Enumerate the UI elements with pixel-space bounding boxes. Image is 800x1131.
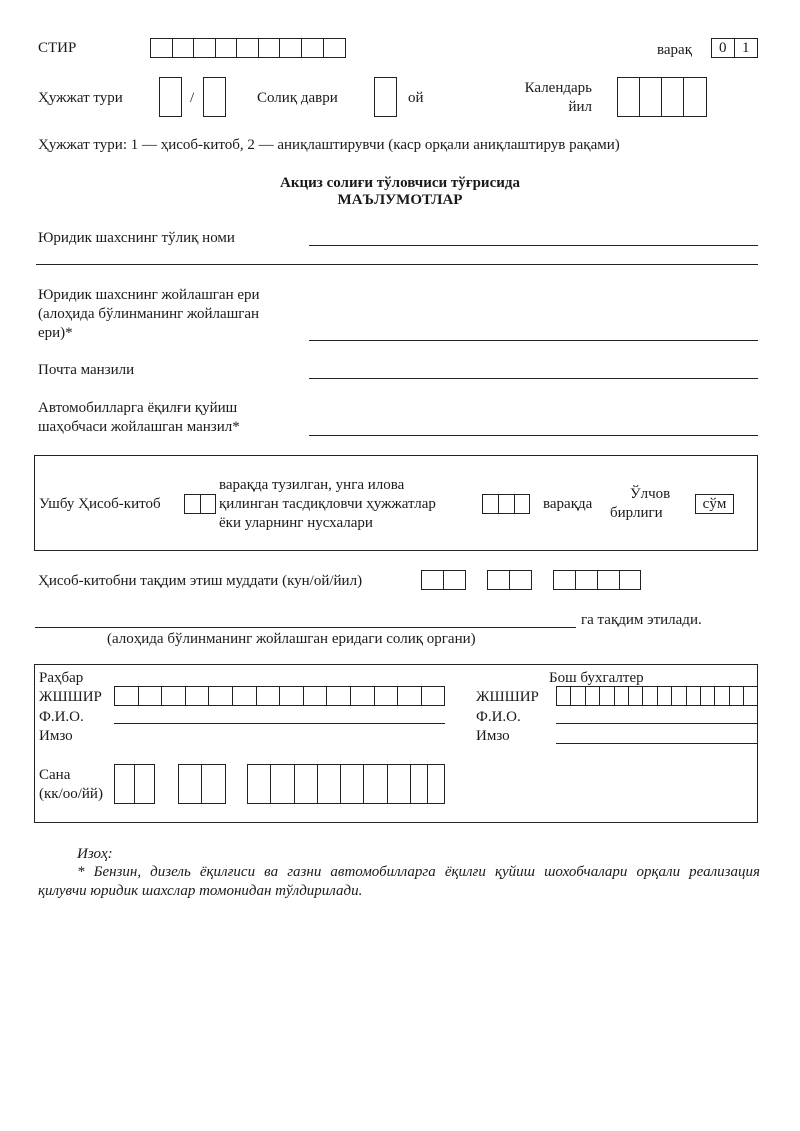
tax-authority-line[interactable] (35, 627, 576, 628)
attachment-sheets-input[interactable] (482, 494, 530, 514)
chief-jshshir-input[interactable] (556, 686, 758, 706)
report-middle-3: ёки уларнинг нусхалари (219, 515, 373, 531)
location-line[interactable] (309, 340, 758, 341)
unit-value-field (695, 494, 734, 514)
deadline-day-input[interactable] (421, 570, 466, 590)
station-label-2: шаҳобчаси жойлашган манзил* (38, 419, 240, 435)
full-name-line-2[interactable] (36, 264, 758, 265)
sheet-label: варақ (657, 42, 692, 58)
head-fio-label: Ф.И.О. (39, 709, 84, 725)
head-signature-label: Имзо (39, 728, 73, 744)
calendar-year-input[interactable] (617, 77, 707, 117)
footnote-text: * Бензин, дизель ёқилғиси ва газни автомобилларга ёқилғи қуйиш шохобчалари орқали реализация (77, 864, 760, 880)
date-day-input[interactable] (114, 764, 155, 804)
location-label-2: (алоҳида бўлинманинг жойлашган (38, 306, 260, 322)
postal-label: Почта манзили (38, 362, 135, 378)
doc-type-note: Ҳужжат тури: 1 — ҳисоб-китоб, 2 — аниқлаштирувчи (каср орқали аниқлаштирув рақами) (38, 137, 620, 153)
sheet-number-field[interactable] (711, 38, 758, 58)
chief-accountant-title: Бош бухгалтер (549, 670, 644, 686)
doc-type-input[interactable] (159, 77, 182, 117)
deadline-label: Ҳисоб-китобни тақдим этиш муддати (кун/ой/йил) (38, 573, 363, 589)
report-prefix: Ушбу Ҳисоб-китоб (39, 496, 161, 512)
stir-input[interactable] (150, 38, 346, 58)
submit-suffix: га тақдим этилади. (581, 612, 702, 628)
chief-signature-line[interactable] (556, 743, 758, 744)
submit-caption: (алоҳида бўлинманинг жойлашган еридаги солиқ органи) (107, 631, 476, 647)
footnote-label: Изоҳ: (77, 846, 113, 862)
date-format-label: (кк/оо/йй) (39, 786, 103, 802)
report-middle-1: варақда тузилган, унга илова (219, 477, 405, 493)
sheet-digit: 1 (742, 39, 750, 56)
report-sheets-word: варақда (543, 496, 593, 512)
chief-fio-label: Ф.И.О. (476, 709, 521, 725)
date-month-input[interactable] (178, 764, 226, 804)
report-sheets-input[interactable] (184, 494, 216, 514)
stir-label: СТИР (38, 40, 77, 56)
postal-line[interactable] (309, 378, 758, 379)
head-jshshir-input[interactable] (114, 686, 445, 706)
footnote-text-2: қилувчи юридик шахслар томонидан тўлдирилади. (38, 883, 363, 899)
full-name-line[interactable] (309, 245, 758, 246)
chief-jshshir-label: ЖШШИР (476, 689, 539, 705)
station-label: Автомобилларга ёқилғи қуйиш (38, 400, 238, 416)
date-label: Сана (39, 767, 71, 783)
deadline-month-input[interactable] (487, 570, 532, 590)
station-line[interactable] (309, 435, 758, 436)
tax-period-label: Солиқ даври (257, 90, 338, 106)
unit-label-2: бирлиги (610, 505, 663, 521)
calendar-label: Календарь (524, 80, 592, 96)
form-title-main: МАЪЛУМОТЛАР (337, 192, 463, 208)
doc-type-slash: / (190, 90, 195, 106)
date-year-input[interactable] (247, 764, 445, 804)
head-jshshir-label: ЖШШИР (39, 689, 102, 705)
report-middle-2: қилинган тасдиқловчи ҳужжатлар (219, 496, 436, 512)
tax-period-input[interactable] (374, 77, 397, 117)
unit-label: Ўлчов (630, 486, 671, 502)
chief-signature-label: Имзо (476, 728, 510, 744)
chief-fio-line[interactable] (556, 723, 758, 724)
unit-value: сўм (702, 495, 727, 512)
year-label: йил (568, 99, 592, 115)
head-title: Раҳбар (39, 670, 84, 686)
location-label-3: ери)* (38, 325, 73, 341)
month-label: ой (408, 90, 424, 106)
location-label: Юридик шахснинг жойлашган ери (38, 287, 260, 303)
full-name-label: Юридик шахснинг тўлиқ номи (38, 230, 235, 246)
doc-type-fraction-input[interactable] (203, 77, 226, 117)
doc-type-label: Ҳужжат тури (38, 90, 123, 106)
deadline-year-input[interactable] (553, 570, 641, 590)
form-title: Акциз солиғи тўловчиси тўғрисида (280, 175, 520, 191)
head-fio-line[interactable] (114, 723, 445, 724)
sheet-digit: 0 (712, 39, 735, 57)
